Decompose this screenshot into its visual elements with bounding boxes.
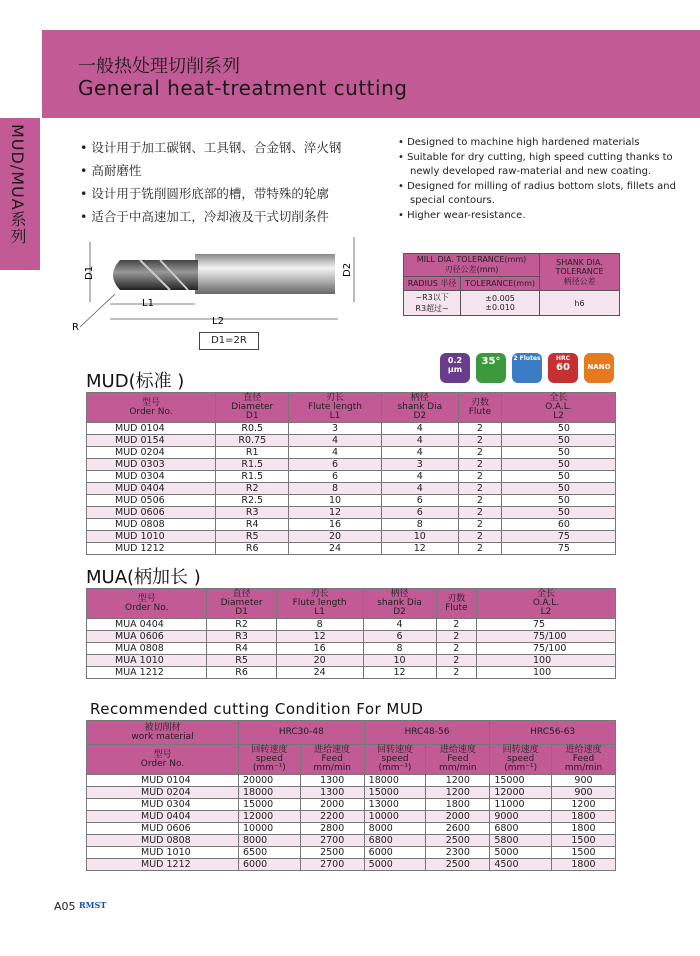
mud-cell: MUD 1010 [87,531,216,543]
mua-header-cell: 柄径 shank Dia D2 [363,589,436,619]
mud-row [87,435,616,447]
rec-cell: 1200 [551,799,615,811]
mud-cell: 50 [501,471,615,483]
mud-cell: 8 [289,483,381,495]
mud-cell: 2 [459,471,502,483]
rec-row [87,799,616,811]
rec-cell: 1200 [426,775,490,787]
rec-feed-header: 进给速度 Feed mm/min [551,745,615,775]
l2-label: L2 [212,316,224,327]
mua-cell: R6 [207,667,276,679]
mud-cell: 2 [459,483,502,495]
mud-cell: 50 [501,423,615,435]
mud-cell: R2 [216,483,289,495]
mua-table [86,588,616,679]
rec-cell: 1300 [300,787,364,799]
title-zh: 一般热处理切削系列 [78,56,240,77]
mua-cell: 75 [477,619,616,631]
rec-cell: 6800 [364,835,426,847]
tol-tolerance-header: TOLERANCE(mm) [461,277,540,291]
mud-cell: MUD 0303 [87,459,216,471]
mua-cell: R4 [207,643,276,655]
mua-cell: MUA 0404 [87,619,207,631]
mud-cell: 50 [501,507,615,519]
rec-cell: 5000 [490,847,552,859]
mud-cell: 10 [381,531,458,543]
mud-cell: R4 [216,519,289,531]
mud-cell: 4 [381,447,458,459]
mud-cell: 2 [459,447,502,459]
rec-cell: 900 [551,787,615,799]
mud-cell: 6 [289,471,381,483]
mud-row [87,531,616,543]
mud-cell: R0.5 [216,423,289,435]
rec-cell: MUD 1010 [87,847,239,859]
rec-cell: MUD 0404 [87,811,239,823]
rec-cell: 2300 [426,847,490,859]
mud-cell: MUD 0506 [87,495,216,507]
mud-cell: MUD 0304 [87,471,216,483]
mud-cell: MUD 0154 [87,435,216,447]
mud-header-cell: 型号 Order No. [87,393,216,423]
tol-values: ±0.005 ±0.010 [461,291,540,316]
title-en: General heat-treatment cutting [78,76,408,100]
mua-cell: 6 [363,631,436,643]
rec-cell: MUD 0808 [87,835,239,847]
rec-cell: 11000 [490,799,552,811]
nano-icon: NANO [584,353,614,383]
mua-cell: 2 [436,631,476,643]
rec-group-header: HRC56-63 [490,721,616,745]
mud-cell: 4 [289,435,381,447]
rec-cell: 2700 [300,859,364,871]
mud-cell: 2 [459,543,502,555]
d1-label: D1 [84,265,95,280]
rec-cell: 10000 [239,823,301,835]
rec-title: Recommended cutting Condition For MUD [90,700,424,718]
mud-cell: 6 [289,459,381,471]
rec-cell: MUD 1212 [87,859,239,871]
mud-cell: 24 [289,543,381,555]
mua-cell: R5 [207,655,276,667]
rec-table [86,720,616,871]
mud-cell: 50 [501,483,615,495]
hrc-icon: HRC 60 [548,353,578,383]
rec-cell: 6500 [239,847,301,859]
mua-cell: 2 [436,667,476,679]
mua-row [87,655,616,667]
rec-cell: 1800 [551,823,615,835]
rec-group-header: HRC30-48 [239,721,365,745]
mua-header-cell: 全长 O.A.L. L2 [477,589,616,619]
mud-row [87,471,616,483]
rec-cell: 1800 [426,799,490,811]
mud-cell: 12 [289,507,381,519]
mua-cell: MUA 1212 [87,667,207,679]
rec-row [87,823,616,835]
mud-header-cell: 直径 Diameter D1 [216,393,289,423]
mud-header-cell: 柄径 shank Dia D2 [381,393,458,423]
rec-cell: 2500 [300,847,364,859]
footer [54,900,106,913]
l1-label: L1 [142,298,154,309]
mua-cell: 2 [436,655,476,667]
side-tab [0,118,40,270]
helix-angle-icon: 35° [476,353,506,383]
mud-cell: 2 [459,435,502,447]
rec-cell: 2500 [426,835,490,847]
mud-row [87,495,616,507]
rec-cell: 8000 [364,823,426,835]
feature-zh: • 高耐磨性 [80,159,341,182]
mud-cell: R5 [216,531,289,543]
mud-cell: 6 [381,495,458,507]
mua-row [87,619,616,631]
mua-row [87,631,616,643]
rec-cell: 15000 [490,775,552,787]
mud-cell: R2.5 [216,495,289,507]
mud-cell: 4 [381,471,458,483]
mud-cell: R3 [216,507,289,519]
rec-cell: 5000 [364,859,426,871]
mud-cell: 2 [459,507,502,519]
feature-zh: • 设计用于铣削圆形底部的槽，带特殊的轮廓 [80,182,341,205]
mud-row [87,507,616,519]
tool-shank [195,254,335,294]
mua-cell: 24 [276,667,363,679]
mud-cell: 3 [381,459,458,471]
tol-shank-header: SHANK DIA. TOLERANCE 柄径公差 [540,254,620,291]
rec-cell: 10000 [364,811,426,823]
mud-cell: 50 [501,459,615,471]
mud-cell: MUD 0104 [87,423,216,435]
rec-cell: 5800 [490,835,552,847]
mua-cell: 20 [276,655,363,667]
mud-row [87,447,616,459]
mua-cell: MUA 1010 [87,655,207,667]
rec-cell: 12000 [490,787,552,799]
rec-cell: 15000 [239,799,301,811]
rec-row [87,811,616,823]
d2-label: D2 [342,262,353,277]
mud-table [86,392,616,555]
mua-cell: 100 [477,667,616,679]
tol-radius: ~R3以下 R3超过~ [404,291,461,316]
feature-zh: • 设计用于加工碳钢、工具钢、合金钢、淬火钢 [80,136,341,159]
mua-cell: 12 [363,667,436,679]
mua-title: MUA(柄加长 ) [86,567,201,588]
feature-en: • Suitable for dry cutting, high speed cutting thanks to newly developed raw-material and new coating. [398,151,698,180]
mud-cell: 16 [289,519,381,531]
side-tab-label: MUD/MUA系列 [8,124,27,245]
header-banner [42,30,700,118]
tool-drawing [70,232,370,347]
page-number: A05 [54,900,76,913]
rec-cell: 18000 [364,775,426,787]
mud-cell: 2 [459,495,502,507]
mud-cell: R1.5 [216,471,289,483]
rec-cell: 6800 [490,823,552,835]
rec-cell: 9000 [490,811,552,823]
rec-cell: 20000 [239,775,301,787]
mua-cell: R2 [207,619,276,631]
mud-cell: MUD 0606 [87,507,216,519]
mua-cell: MUA 0606 [87,631,207,643]
rec-cell: 2000 [300,799,364,811]
mud-cell: 8 [381,519,458,531]
tolerance-table [403,253,620,316]
rec-feed-header: 进给速度 Feed mm/min [426,745,490,775]
mud-cell: 50 [501,435,615,447]
coating-icon: 0.2 μm [440,353,470,383]
mua-cell: R3 [207,631,276,643]
d1-note: D1=2R [199,332,259,350]
rec-row [87,775,616,787]
mua-cell: 12 [276,631,363,643]
rec-cell: 4500 [490,859,552,871]
rec-cell: 13000 [364,799,426,811]
rec-feed-header: 进给速度 Feed mm/min [300,745,364,775]
rec-cell: 1300 [300,775,364,787]
rec-cell: 1500 [551,847,615,859]
mua-cell: 16 [276,643,363,655]
rec-row [87,859,616,871]
mua-header-cell: 型号 Order No. [87,589,207,619]
feature-en: • Designed for milling of radius bottom slots, fillets and special contours. [398,180,698,209]
brand-logo: RMST [79,900,107,910]
rec-model-header: 型号 Order No. [87,745,239,775]
mud-cell: MUD 0204 [87,447,216,459]
mua-cell: 8 [363,643,436,655]
rec-cell: 2600 [426,823,490,835]
rec-row [87,847,616,859]
mua-cell: MUA 0808 [87,643,207,655]
mud-cell: 4 [381,435,458,447]
feature-zh: • 适合于中高速加工，冷却液及干式切削条件 [80,205,341,228]
feature-en: • Higher wear-resistance. [398,209,698,224]
mud-row [87,483,616,495]
mud-cell: 6 [381,507,458,519]
mud-row [87,543,616,555]
rec-cell: MUD 0304 [87,799,239,811]
mud-cell: R1 [216,447,289,459]
mud-cell: 10 [289,495,381,507]
mua-cell: 100 [477,655,616,667]
features-en [398,136,698,223]
mud-cell: 2 [459,459,502,471]
mud-header-cell: 刃长 Flute length L1 [289,393,381,423]
rec-cell: 2700 [300,835,364,847]
mud-cell: 50 [501,495,615,507]
mud-cell: R1.5 [216,459,289,471]
mua-row [87,667,616,679]
rec-row [87,835,616,847]
mud-cell: MUD 1212 [87,543,216,555]
feature-en: • Designed to machine high hardened materials [398,136,698,151]
mua-cell: 2 [436,643,476,655]
rec-cell: 2800 [300,823,364,835]
mud-cell: 2 [459,519,502,531]
features-zh [80,136,341,228]
tol-shank: h6 [540,291,620,316]
mud-cell: 12 [381,543,458,555]
mua-header-cell: 刃长 Flute length L1 [276,589,363,619]
mud-row [87,423,616,435]
rec-row [87,787,616,799]
mud-cell: 4 [381,483,458,495]
rec-cell: MUD 0204 [87,787,239,799]
mud-cell: 2 [459,423,502,435]
rec-cell: 15000 [364,787,426,799]
mud-cell: MUD 0808 [87,519,216,531]
mud-cell: 4 [381,423,458,435]
mua-header-cell: 刃数 Flute [436,589,476,619]
rec-cell: MUD 0104 [87,775,239,787]
rec-speed-header: 回转速度 speed (mm⁻¹) [239,745,301,775]
rec-cell: 6000 [364,847,426,859]
rec-speed-header: 回转速度 speed (mm⁻¹) [490,745,552,775]
rec-cell: MUD 0606 [87,823,239,835]
rec-group-header: HRC48-56 [364,721,490,745]
mud-row [87,459,616,471]
mud-cell: 50 [501,447,615,459]
mud-cell: 3 [289,423,381,435]
mua-cell: 4 [363,619,436,631]
mud-cell: 4 [289,447,381,459]
mua-header-cell: 直径 Diameter D1 [207,589,276,619]
mud-row [87,519,616,531]
rec-cell: 6000 [239,859,301,871]
tol-mill-header: MILL DIA. TOLERANCE(mm) 刃径公差(mm) [404,254,540,277]
mua-cell: 75/100 [477,631,616,643]
mua-cell: 75/100 [477,643,616,655]
mud-cell: 2 [459,531,502,543]
rec-work-header: 被切削材 work material [87,721,239,745]
flutes-icon: 2 Flutes [512,353,542,383]
mua-row [87,643,616,655]
rec-cell: 1800 [551,811,615,823]
r-label: R [72,322,79,333]
mud-cell: MUD 0404 [87,483,216,495]
mud-cell: R0.75 [216,435,289,447]
mud-cell: 60 [501,519,615,531]
mud-header-cell: 刃数 Flute [459,393,502,423]
mud-cell: R6 [216,543,289,555]
tol-radius-header: RADIUS 半径 [404,277,461,291]
mud-title: MUD(标准 ) [86,371,185,392]
rec-cell: 2200 [300,811,364,823]
rec-cell: 1200 [426,787,490,799]
rec-cell: 18000 [239,787,301,799]
mua-cell: 8 [276,619,363,631]
mud-cell: 75 [501,543,615,555]
rec-cell: 8000 [239,835,301,847]
rec-cell: 2000 [426,811,490,823]
mud-cell: 20 [289,531,381,543]
mud-cell: 75 [501,531,615,543]
rec-cell: 12000 [239,811,301,823]
rec-cell: 1500 [551,835,615,847]
mud-header-cell: 全长 O.A.L. L2 [501,393,615,423]
mua-cell: 2 [436,619,476,631]
rec-cell: 2500 [426,859,490,871]
rec-speed-header: 回转速度 speed (mm⁻¹) [364,745,426,775]
mua-cell: 10 [363,655,436,667]
rec-cell: 900 [551,775,615,787]
rec-cell: 1800 [551,859,615,871]
